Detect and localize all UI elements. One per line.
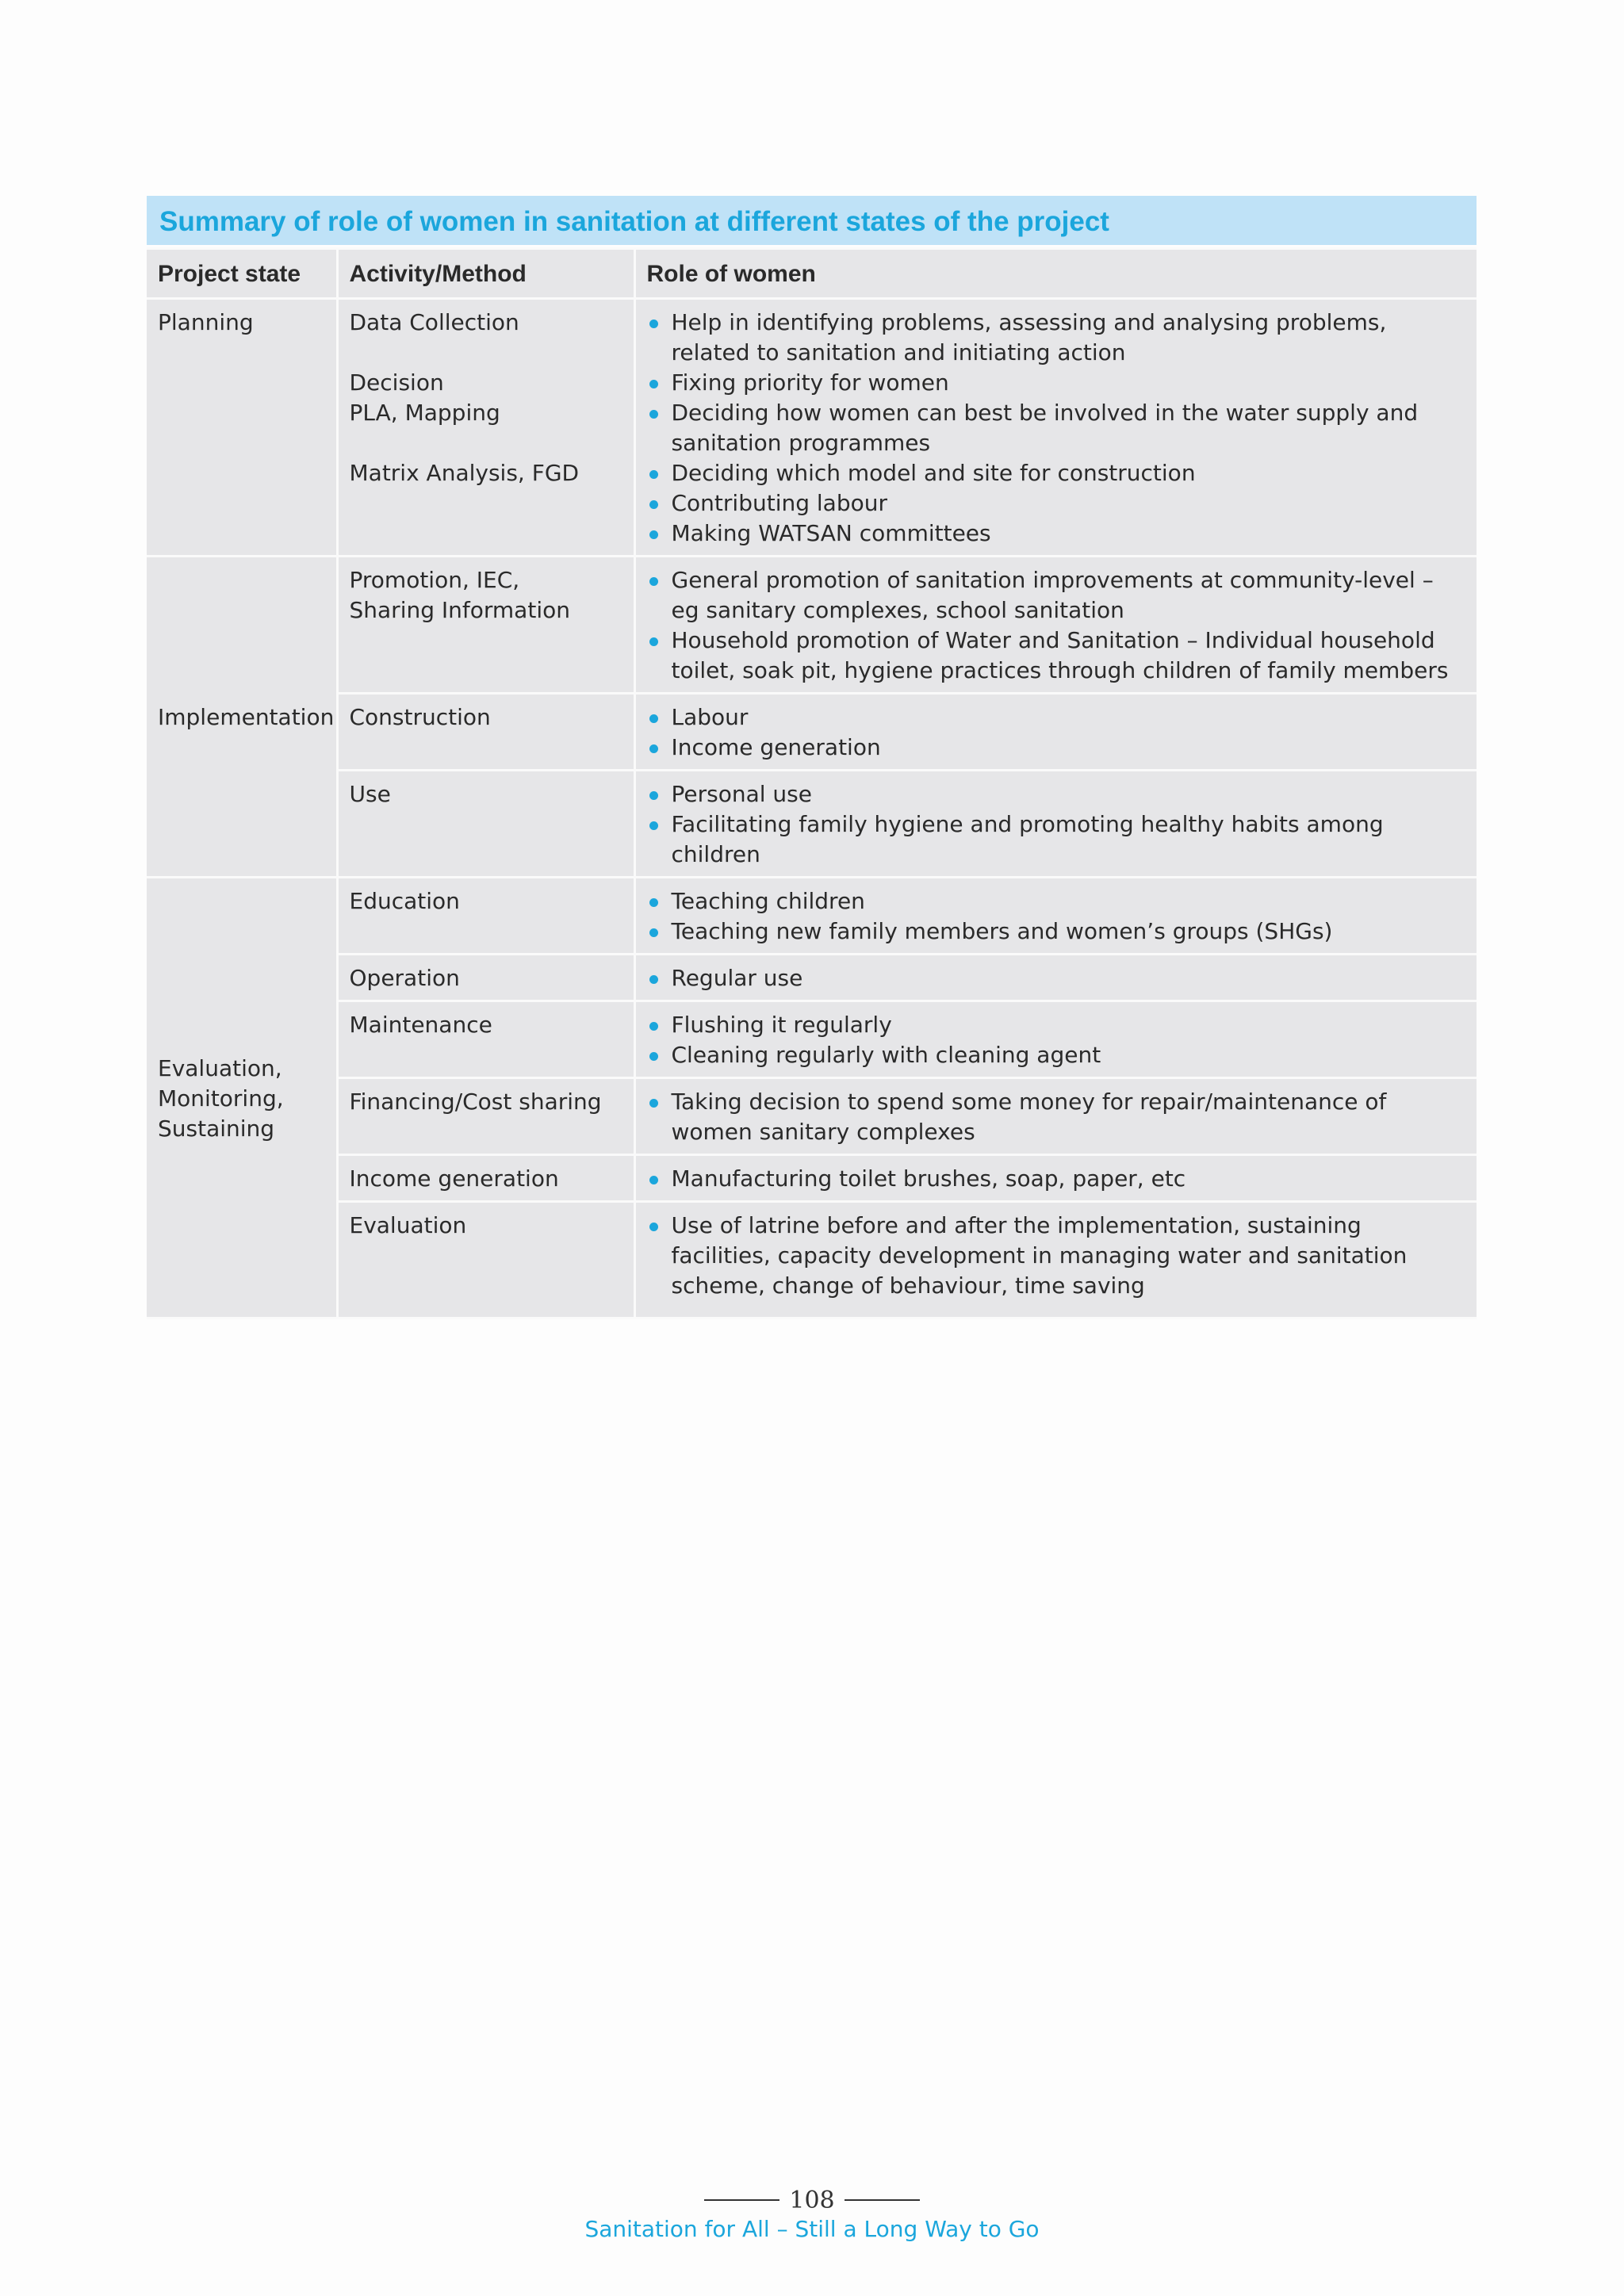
role-item: Help in identifying problems, assessing and analysing problems, related to sanitation and initiating action bbox=[647, 308, 1466, 368]
table-row bbox=[147, 694, 1477, 771]
page-number-row bbox=[0, 2184, 1624, 2216]
table-row bbox=[147, 557, 1477, 694]
roles-cell bbox=[634, 694, 1477, 771]
activity-cell: Promotion, IEC, Sharing Information bbox=[337, 557, 634, 694]
role-item: Personal use bbox=[647, 779, 1466, 809]
state-evaluation: Evaluation, Monitoring, Sustaining bbox=[147, 878, 337, 1318]
activity-spacer bbox=[350, 338, 622, 368]
table-row bbox=[147, 299, 1477, 557]
roles-cell bbox=[634, 878, 1477, 955]
role-item: Deciding which model and site for construction bbox=[647, 458, 1466, 488]
role-item: Cleaning regularly with cleaning agent bbox=[647, 1040, 1466, 1070]
roles-cell bbox=[634, 1202, 1477, 1318]
roles-cell bbox=[634, 557, 1477, 694]
activity-cell: Operation bbox=[337, 955, 634, 1001]
activity-cell: Use bbox=[337, 771, 634, 878]
role-item: Regular use bbox=[647, 963, 1466, 993]
roles-cell bbox=[634, 955, 1477, 1001]
activity-line: Data Collection bbox=[349, 309, 519, 335]
roles-cell bbox=[634, 299, 1477, 557]
role-item: Manufacturing toilet brushes, soap, paper, etc bbox=[647, 1164, 1466, 1194]
role-item: Teaching children bbox=[647, 886, 1466, 916]
table-row bbox=[147, 1202, 1477, 1318]
roles-cell bbox=[634, 1001, 1477, 1078]
role-item: Making WATSAN committees bbox=[647, 519, 1466, 549]
activity-spacer bbox=[350, 428, 622, 458]
roles-cell bbox=[634, 771, 1477, 878]
role-item: Income generation bbox=[647, 733, 1466, 763]
table-row bbox=[147, 1001, 1477, 1078]
table-row bbox=[147, 771, 1477, 878]
summary-table bbox=[147, 196, 1477, 1319]
role-item: Fixing priority for women bbox=[647, 368, 1466, 398]
state-implementation: Implementation bbox=[147, 557, 337, 878]
activity-cell: Financing/Cost sharing bbox=[337, 1078, 634, 1155]
role-item: Taking decision to spend some money for repair/maintenance of women sanitary complexes bbox=[647, 1087, 1466, 1147]
header-project-state: Project state bbox=[147, 249, 337, 299]
roles-cell bbox=[634, 1078, 1477, 1155]
role-item: Teaching new family members and women’s groups (SHGs) bbox=[647, 916, 1466, 947]
role-item: General promotion of sanitation improvements at community-level – eg sanitary complexes, school sanitation bbox=[647, 565, 1466, 626]
role-item: Household promotion of Water and Sanitation – Individual household toilet, soak pit, hygiene practices through children of family members bbox=[647, 626, 1466, 686]
table-title: Summary of role of women in sanitation at different states of the project bbox=[147, 196, 1477, 247]
rule-left bbox=[704, 2199, 779, 2201]
table-row bbox=[147, 878, 1477, 955]
table-row bbox=[147, 1078, 1477, 1155]
table-row bbox=[147, 1155, 1477, 1202]
role-item: Deciding how women can best be involved in the water supply and sanitation programmes bbox=[647, 398, 1466, 458]
header-activity-method: Activity/Method bbox=[337, 249, 634, 299]
activity-cell bbox=[337, 299, 634, 557]
rule-right bbox=[845, 2199, 920, 2201]
role-item: Labour bbox=[647, 702, 1466, 733]
table-row bbox=[147, 955, 1477, 1001]
state-planning: Planning bbox=[147, 299, 337, 557]
footer-title: Sanitation for All – Still a Long Way to Go bbox=[584, 2216, 1040, 2242]
activity-line: Decision bbox=[349, 369, 444, 396]
activity-cell: Construction bbox=[337, 694, 634, 771]
role-item: Flushing it regularly bbox=[647, 1010, 1466, 1040]
activity-cell: Education bbox=[337, 878, 634, 955]
page-number: 108 bbox=[789, 2186, 835, 2214]
activity-cell: Income generation bbox=[337, 1155, 634, 1202]
role-item: Use of latrine before and after the implementation, sustaining facilities, capacity development in managing water and sanitation scheme, change of behaviour, time saving bbox=[647, 1211, 1466, 1301]
role-item: Facilitating family hygiene and promoting healthy habits among children bbox=[647, 809, 1466, 870]
activity-line: PLA, Mapping bbox=[349, 400, 500, 426]
role-item: Contributing labour bbox=[647, 488, 1466, 519]
roles-table bbox=[147, 247, 1477, 1319]
activity-cell: Maintenance bbox=[337, 1001, 634, 1078]
activity-line: Matrix Analysis, FGD bbox=[349, 460, 580, 486]
header-row bbox=[147, 249, 1477, 299]
header-role-of-women: Role of women bbox=[634, 249, 1477, 299]
roles-cell bbox=[634, 1155, 1477, 1202]
activity-cell: Evaluation bbox=[337, 1202, 634, 1318]
